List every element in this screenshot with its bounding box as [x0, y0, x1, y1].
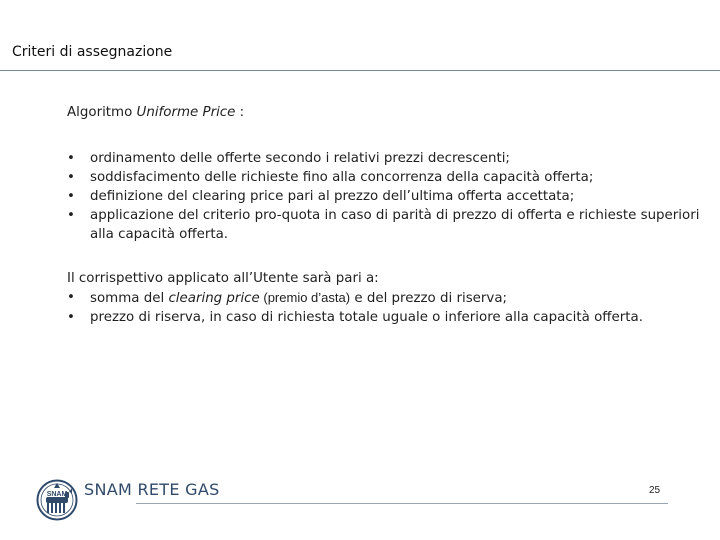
snam-logo-icon — [36, 478, 78, 522]
intro-prefix: Algoritmo — [67, 105, 137, 120]
list-item — [67, 149, 707, 168]
list-item — [67, 288, 707, 308]
company-name: SNAM RETE GAS — [84, 480, 220, 499]
bullet-icon: • — [67, 310, 75, 325]
bullet-icon: • — [67, 208, 75, 223]
algorithm-steps-list — [67, 149, 707, 244]
bullet-icon: • — [67, 290, 75, 305]
fee-item1-paren: (premio d’asta) — [259, 290, 351, 305]
list-item — [67, 168, 707, 187]
fee-item1-italic: clearing price — [168, 291, 260, 306]
fee-item1-suffix: e del prezzo di riserva; — [350, 291, 508, 306]
intro-suffix: : — [235, 105, 245, 120]
list-item — [67, 308, 707, 327]
bullet-icon: • — [67, 151, 75, 166]
fee-section — [67, 269, 707, 327]
fee-item2-text: prezzo di riserva, in caso di richiesta totale uguale o inferiore alla capacità offerta. — [90, 310, 643, 325]
footer-divider — [136, 503, 668, 504]
intro-italic: Uniforme Price — [136, 105, 236, 120]
step-text: soddisfacimento delle richieste fino alla concorrenza della capacità offerta; — [90, 170, 594, 185]
page-title: Criteri di assegnazione — [12, 44, 173, 60]
list-item — [67, 187, 707, 206]
bullet-icon: • — [67, 189, 75, 204]
bullet-icon: • — [67, 170, 75, 185]
step-text: ordinamento delle offerte secondo i relativi prezzi decrescenti; — [90, 151, 510, 166]
list-item — [67, 206, 707, 244]
header-divider — [0, 70, 720, 71]
fee-heading: Il corrispettivo applicato all’Utente sarà pari a: — [67, 271, 379, 286]
algorithm-intro — [67, 103, 707, 122]
step-text: applicazione del criterio pro-quota in caso di parità di prezzo di offerta e richieste superiori alla capacità offerta. — [90, 208, 700, 242]
fee-list — [67, 288, 707, 327]
slide-body — [67, 103, 707, 327]
logo-emblem-text: SNAM — [46, 491, 68, 498]
page-number: 25 — [649, 485, 661, 496]
step-text: definizione del clearing price pari al prezzo dell’ultima offerta accettata; — [90, 189, 575, 204]
fee-item1-prefix: somma del — [90, 291, 169, 306]
company-logo — [36, 478, 78, 522]
